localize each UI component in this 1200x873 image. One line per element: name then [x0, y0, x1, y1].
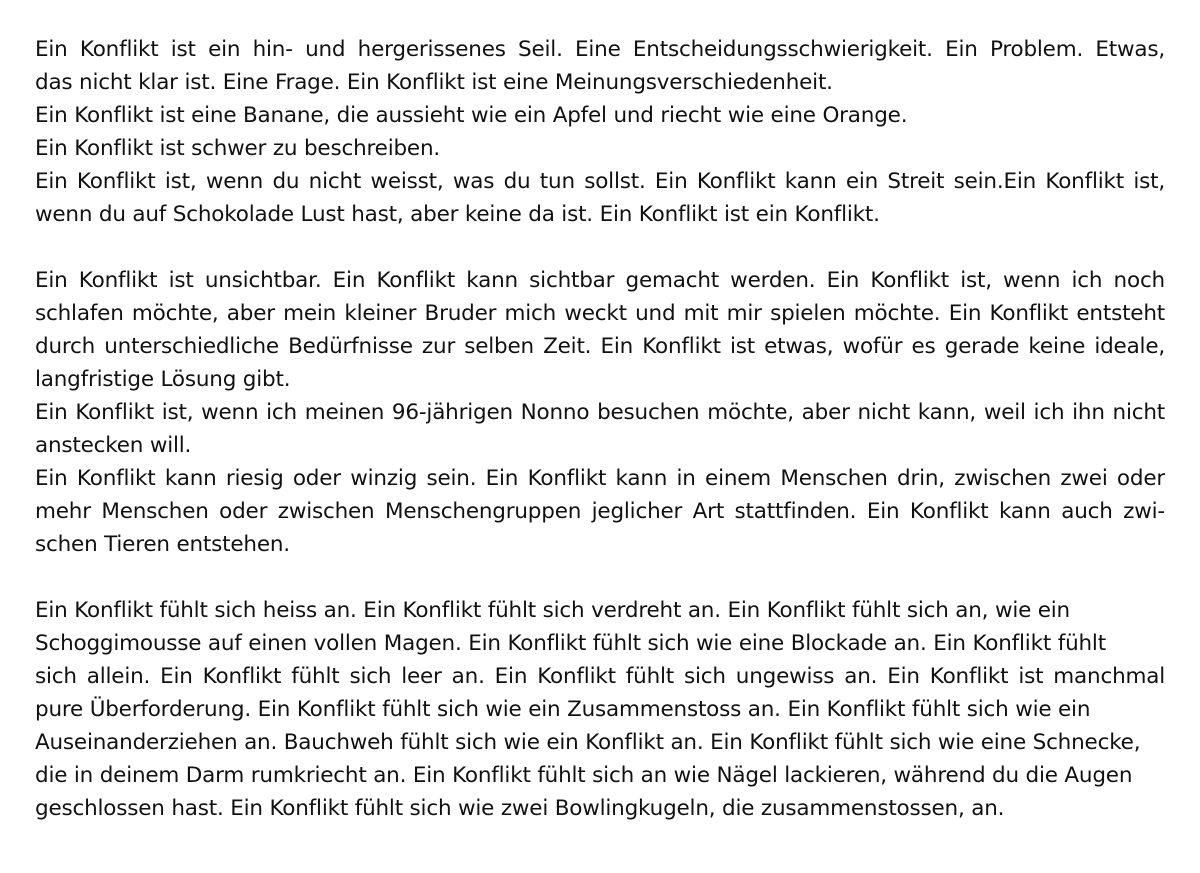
- text-line: geschlossen hast. Ein Konflikt fühlt sich wie zwei Bowlingkugeln, die zusammenstossen, an.: [35, 796, 1005, 821]
- text-segment: die in dei: [35, 763, 132, 788]
- text-segment: Auseinanderziehen an. Bauchweh fühlt sich wie ein Konflikt an. Ein Konflikt fühlt: [35, 730, 890, 755]
- paragraph-spacer: [35, 231, 1165, 264]
- text-segment: ke,: [1109, 730, 1141, 755]
- text-line: [35, 759, 1165, 792]
- text-line: Ein Konflikt ist, wenn ich meinen 96-jährigen Nonno besuchen möchte, aber nicht kann, weil ich ihn nicht: [35, 400, 1165, 425]
- text-line: sich allein. Ein Konflikt fühlt sich leer an. Ein Konflikt fühlt sich ungewiss an. Ein Konflikt ist manchmal: [35, 664, 1165, 689]
- text-line: Ein Konflikt ist unsichtbar. Ein Konflikt kann sichtbar gemacht werden. Ein Konflikt ist, wenn ich noch: [35, 268, 1165, 293]
- text-line: durch unterschiedliche Bedürfnisse zur selben Zeit. Ein Konflikt ist etwas, wofür es gerade keine ideale,: [35, 334, 1165, 359]
- paragraph-3: [35, 594, 1165, 825]
- text-line: [35, 726, 1165, 759]
- document-page: [35, 33, 1165, 825]
- text-line: Ein Konflikt ist ein hin- und hergerissenes Seil. Eine Entscheidungsschwierigkeit. Ein Problem. Etwas,: [35, 37, 1165, 62]
- text-line: Ein Konflikt ist schwer zu beschreiben.: [35, 136, 441, 161]
- text-line: Ein Konflikt kann riesig oder winzig sein. Ein Konflikt kann in einem Menschen drin, zwischen zwei oder: [35, 466, 1165, 491]
- paragraph-spacer: [35, 561, 1165, 594]
- text-line: Ein Konflikt fühlt sich heiss an. Ein Konflikt fühlt sich verdreht an. Ein Konflikt fühlt sich an, wie ein: [35, 598, 1070, 623]
- text-line: Ein Konflikt ist, wenn du nicht weisst, was du tun sollst. Ein Konflikt kann ein Streit sein.Ein Konflikt ist,: [35, 169, 1165, 194]
- text-segment: echt an. Ein Konflikt fühlt sich an wie Nägel lackieren, während du die Augen: [320, 763, 1133, 788]
- text-line: anstecken will.: [35, 433, 192, 458]
- paragraph-2: [35, 264, 1165, 561]
- highlighted-text: nem Darm rumkri: [131, 763, 321, 788]
- text-line: Ein Konflikt ist eine Banane, die aussieht wie ein Apfel und riecht wie eine Orange.: [35, 103, 908, 128]
- text-line: wenn du auf Schokolade Lust hast, aber keine da ist. Ein Konflikt ist ein Konflikt.: [35, 202, 880, 227]
- text-line: schlafen möchte, aber mein kleiner Bruder mich weckt und mit mir spielen möchte. Ein Konflikt entsteht: [35, 301, 1165, 326]
- text-line: das nicht klar ist. Eine Frage. Ein Konflikt ist eine Meinungsverschiedenheit.: [35, 70, 833, 95]
- text-line: Schoggimousse auf einen vollen Magen. Ein Konflikt fühlt sich wie eine Blockade an. Ein Konflikt fühlt: [35, 631, 1106, 656]
- paragraph-1: [35, 33, 1165, 231]
- text-line: langfristige Lösung gibt.: [35, 367, 291, 392]
- text-line: schen Tieren entstehen.: [35, 532, 290, 557]
- text-line: pure Überforderung. Ein Konflikt fühlt sich wie ein Zusammenstoss an. Ein Konflikt fühlt sich wie ein: [35, 697, 1091, 722]
- highlighted-text: sich wie eine Schnec: [889, 730, 1110, 755]
- text-line: mehr Menschen oder zwischen Menschengruppen jeglicher Art stattfinden. Ein Konflikt kann auch zwi-: [35, 499, 1165, 524]
